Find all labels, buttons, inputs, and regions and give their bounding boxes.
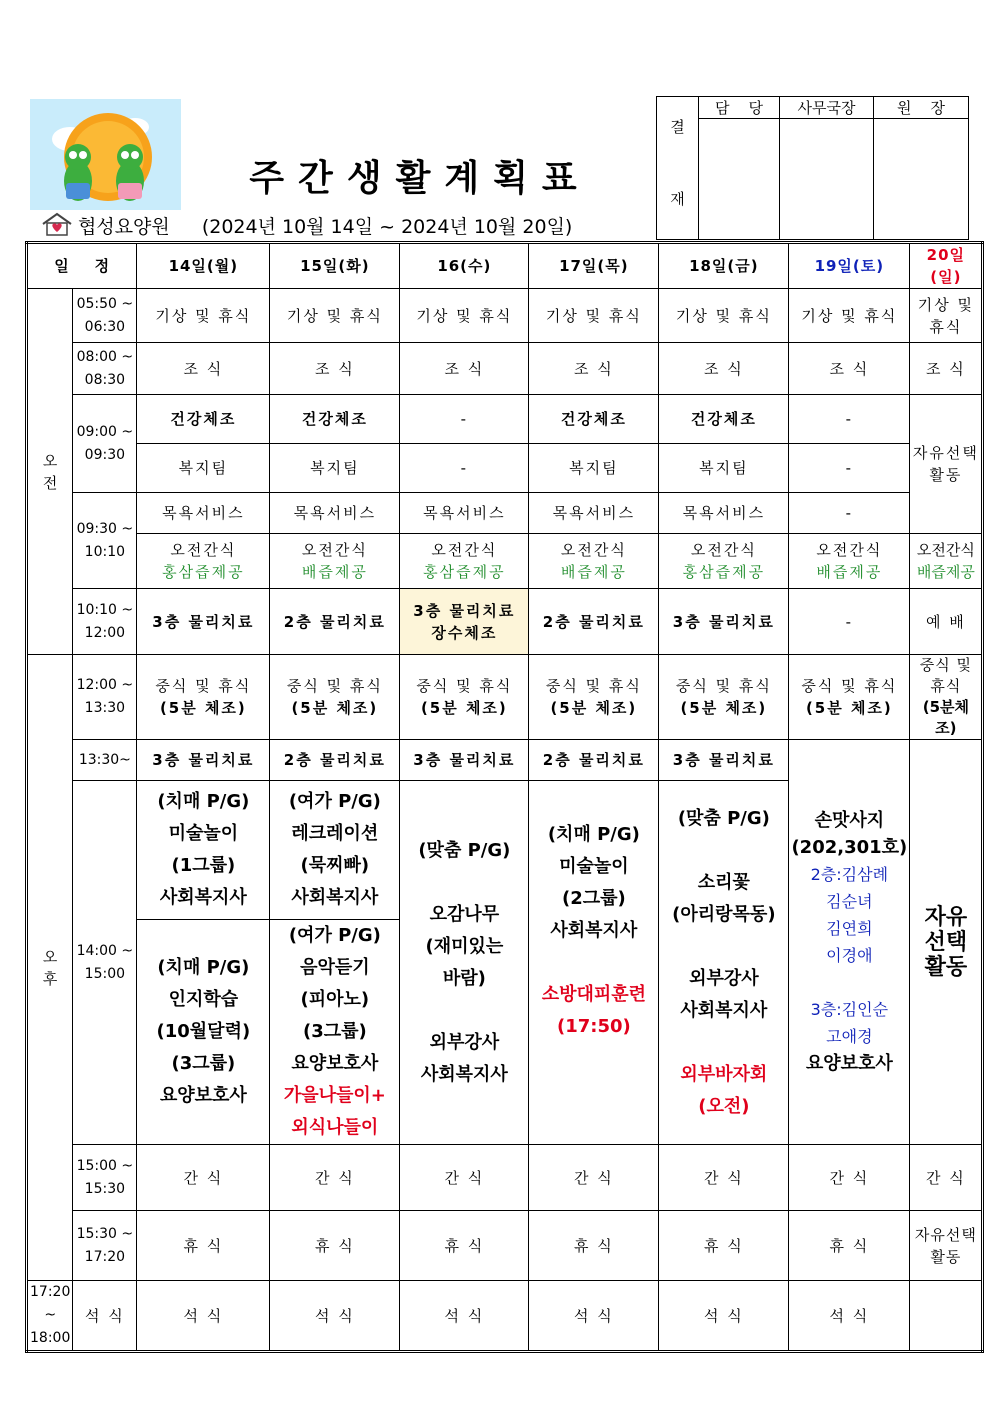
cell-breakfast: 조 식 <box>270 343 400 395</box>
cell-tue-program-b <box>270 920 400 1145</box>
approval-label <box>657 97 699 240</box>
cell-wake: 기상 및 휴식 <box>137 289 270 343</box>
program-line: (3그룹) <box>302 1021 367 1042</box>
cell-dash: - <box>789 395 910 444</box>
program-line: (아리랑목동) <box>672 903 776 925</box>
cell-wake: 기상 및 휴식 <box>400 289 529 343</box>
period: (2024년 10월 14일 ~ 2024년 10월 20일) <box>201 216 573 238</box>
cell-am-snack <box>529 534 659 589</box>
time-cell: 15:00 ~ 15:30 <box>73 1145 137 1211</box>
cell-pt: 3층 물리치료 <box>400 740 529 781</box>
am-snack-detail: 홍삼즙제공 <box>682 563 766 581</box>
cell-welfare: 복지팀 <box>137 444 270 493</box>
period-pm-label <box>30 946 70 990</box>
program-line: 외부강사 <box>429 1031 500 1053</box>
time-cell: 12:00 ~ 13:30 <box>73 655 137 740</box>
program-line: (여가 P/G) <box>288 925 381 946</box>
program-event: 소방대피훈련 <box>541 983 647 1005</box>
program-line: (피아노) <box>300 989 370 1010</box>
lunch-sub: (5분 체조) <box>291 699 379 717</box>
cell-pt: 2층 물리치료 <box>529 740 659 781</box>
program-line: 사회복지사 <box>291 887 379 908</box>
lunch-label: 중식 및 휴식 <box>286 677 383 695</box>
free-choice-line: 활동 <box>930 1247 962 1266</box>
am-snack-label: 오전간식 <box>301 541 368 559</box>
sun-free-line: 자유 <box>924 904 968 930</box>
cell-snack: 간 식 <box>910 1145 983 1211</box>
day-fri: 18일(금) <box>659 243 789 289</box>
program-line: (여가 P/G) <box>288 791 381 812</box>
cell-am-snack <box>400 534 529 589</box>
program-line: (1그룹) <box>171 855 236 876</box>
am-snack-label: 오전간식 <box>816 541 883 559</box>
cell-lunch <box>659 655 789 740</box>
day-mon: 14일(월) <box>137 243 270 289</box>
cell-dinner: 석 식 <box>789 1281 910 1352</box>
cell-dinner: 석 식 <box>659 1281 789 1352</box>
program-line: (치매 P/G) <box>547 823 640 845</box>
day-sat: 19일(토) <box>789 243 910 289</box>
cell-lunch <box>270 655 400 740</box>
approval-sign-manager[interactable] <box>699 119 780 240</box>
am-snack-detail: 홍삼즙제공 <box>162 563 245 581</box>
am-snack-detail: 배즙제공 <box>560 563 627 581</box>
am-snack-detail: 배즙제공 <box>301 563 368 581</box>
time-cell: 05:50 ~ 06:30 <box>73 289 137 343</box>
program-line: 바람) <box>442 967 486 989</box>
approval-col-head: 원 장 <box>874 97 969 119</box>
sat-name: 3층:김인순 <box>810 1000 889 1019</box>
cell-exercise: 건강체조 <box>529 395 659 444</box>
cell-thu-program <box>529 781 659 1145</box>
program-line: 인지학습 <box>168 989 239 1010</box>
col-label: 일 정 <box>27 243 137 289</box>
cell-dash: - <box>789 493 910 534</box>
cell-rest: 휴 식 <box>789 1211 910 1281</box>
program-gap <box>402 867 526 899</box>
am-snack-detail: 홍삼즙제공 <box>423 563 506 581</box>
cell-dinner: 석 식 <box>73 1281 137 1352</box>
cell-dash: - <box>400 395 529 444</box>
cell-am-snack <box>659 534 789 589</box>
lunch-label: 중식 및 휴식 <box>416 677 513 695</box>
sat-name: 이경애 <box>826 946 873 965</box>
header-row <box>27 243 983 289</box>
cell-snack: 간 식 <box>400 1145 529 1211</box>
approval-col-director: 사무국장 <box>780 97 874 119</box>
period-am <box>27 289 73 655</box>
time-cell: 15:30 ~ 17:20 <box>73 1211 137 1281</box>
cell-lunch <box>789 655 910 740</box>
cell-snack: 간 식 <box>270 1145 400 1211</box>
cell-lunch <box>137 655 270 740</box>
time-cell: 14:00 ~ 15:00 <box>73 781 137 1145</box>
program-line: (3그룹) <box>171 1053 236 1074</box>
lunch-label: 중식 및 휴식 <box>801 677 898 695</box>
program-line: (맞춤 P/G) <box>418 839 511 861</box>
cell-rest: 휴 식 <box>659 1211 789 1281</box>
program-line: (치매 P/G) <box>157 957 250 978</box>
cell-fri-program <box>659 781 789 1145</box>
cell-wake: 기상 및 휴식 <box>789 289 910 343</box>
cell-rest: 휴 식 <box>529 1211 659 1281</box>
cell-pt: 2층 물리치료 <box>270 589 400 655</box>
cell-lunch-sun <box>910 655 983 740</box>
lunch-sub: (5분 체조) <box>680 699 768 717</box>
cell-bath: 목욕서비스 <box>270 493 400 534</box>
sat-gap <box>791 969 907 996</box>
cell-pt-highlight <box>400 589 529 655</box>
cell-pt: 3층 물리치료 <box>137 740 270 781</box>
program-gap <box>531 947 656 979</box>
cell-wake-sun: 기상 및 휴식 <box>910 289 983 343</box>
cell-breakfast: 조 식 <box>659 343 789 395</box>
cell-exercise: 건강체조 <box>270 395 400 444</box>
program-line: 소리꽃 <box>697 871 750 893</box>
program-line: 미술놀이 <box>168 823 239 844</box>
program-line: 음악듣기 <box>300 957 370 978</box>
cell-free-choice <box>910 1211 983 1281</box>
program-line: (치매 P/G) <box>157 791 250 812</box>
cell-am-snack <box>789 534 910 589</box>
time-cell: 09:30 ~ 10:10 <box>73 493 137 589</box>
program-line: 사회복지사 <box>159 887 247 908</box>
free-choice-line: 자유선택 <box>914 1225 977 1244</box>
approval-sign-director[interactable] <box>780 119 874 240</box>
program-gap <box>531 1043 656 1107</box>
program-line: 사회복지사 <box>420 1063 508 1085</box>
program-gap <box>661 931 786 963</box>
period-char: 오 <box>42 947 58 966</box>
lunch-sun-line: 휴식 <box>930 677 962 695</box>
lunch-sub: (5분 체조) <box>420 699 508 717</box>
program-line: 외부강사 <box>689 967 759 989</box>
cell-breakfast: 조 식 <box>789 343 910 395</box>
program-line: (맞춤 P/G) <box>677 807 770 829</box>
program-line: 요양보호사 <box>159 1085 247 1106</box>
time-cell: 09:00 ~ 09:30 <box>73 395 137 493</box>
time-cell: 13:30~ <box>73 740 137 781</box>
program-line: (2그룹) <box>561 887 626 909</box>
cell-snack: 간 식 <box>659 1145 789 1211</box>
org-name: 협성요양원 <box>78 216 170 238</box>
am-snack-label: 오전간식 <box>170 541 237 559</box>
cell-free-choice <box>910 395 983 534</box>
program-line: 오감나무 <box>429 903 500 925</box>
approval-box <box>656 96 969 240</box>
sun-free-line: 활동 <box>924 954 968 980</box>
program-gap <box>402 995 526 1027</box>
day-wed: 16(수) <box>400 243 529 289</box>
program-line: 사회복지사 <box>550 919 638 941</box>
lunch-sub: (5분 체조) <box>159 699 247 717</box>
sat-name: 고애경 <box>826 1027 873 1046</box>
cell-dinner: 석 식 <box>529 1281 659 1352</box>
cell-mon-program-b <box>137 920 270 1145</box>
header-subline <box>40 212 572 239</box>
cell-bath: 목욕서비스 <box>529 493 659 534</box>
cell-bath: 목욕서비스 <box>137 493 270 534</box>
am-snack-label: 오전간식 <box>690 541 757 559</box>
time-cell: 08:00 ~ 08:30 <box>73 343 137 395</box>
lunch-label: 중식 및 휴식 <box>155 677 252 695</box>
cell-sun-free <box>910 740 983 1145</box>
cell-pt: 3층 물리치료 <box>137 589 270 655</box>
period-am-label <box>30 450 70 494</box>
sat-name: 김순녀 <box>826 892 873 911</box>
cell-wed-program <box>400 781 529 1145</box>
program-event: 가을나들이+ <box>283 1085 386 1106</box>
cell-breakfast: 조 식 <box>529 343 659 395</box>
time-cell: 10:10 ~ 12:00 <box>73 589 137 655</box>
cell-lunch <box>529 655 659 740</box>
program-line: 요양보호사 <box>291 1053 379 1074</box>
cell-snack: 간 식 <box>529 1145 659 1211</box>
cell-wake: 기상 및 휴식 <box>270 289 400 343</box>
cell-wake: 기상 및 휴식 <box>529 289 659 343</box>
am-snack-label: 오전간식 <box>431 541 498 559</box>
cell-breakfast: 조 식 <box>910 343 983 395</box>
period-pm <box>27 655 73 1281</box>
cell-welfare: 복지팀 <box>529 444 659 493</box>
cell-am-snack <box>137 534 270 589</box>
program-gap <box>661 835 786 867</box>
cell-bath: 목욕서비스 <box>659 493 789 534</box>
cell-breakfast: 조 식 <box>137 343 270 395</box>
am-snack-label: 오전간식 <box>916 541 975 559</box>
program-event: 외부바자회 <box>680 1063 768 1085</box>
cell-am-snack <box>910 534 983 589</box>
cell-bath: 목욕서비스 <box>400 493 529 534</box>
cell-pt: 2층 물리치료 <box>270 740 400 781</box>
cell-welfare: 복지팀 <box>270 444 400 493</box>
cell-dinner: 석 식 <box>400 1281 529 1352</box>
day-sun: 20일(일) <box>910 243 983 289</box>
am-snack-detail: 배즙제공 <box>816 563 883 581</box>
cell-dash: - <box>789 589 910 655</box>
lunch-label: 중식 및 휴식 <box>545 677 642 695</box>
cell-rest: 휴 식 <box>270 1211 400 1281</box>
cell-rest: 휴 식 <box>137 1211 270 1281</box>
cell-pt: 2층 물리치료 <box>529 589 659 655</box>
time-cell: 17:20 ~ 18:00 <box>27 1281 73 1352</box>
logo-image <box>30 99 181 210</box>
cell-pt: 3층 물리치료 <box>659 589 789 655</box>
period-char: 전 <box>42 473 58 492</box>
cell-dinner: 석 식 <box>137 1281 270 1352</box>
lunch-sub: (5분 체조) <box>805 699 893 717</box>
day-thu: 17일(목) <box>529 243 659 289</box>
am-snack-label: 오전간식 <box>560 541 627 559</box>
sat-line: 손맛사지 <box>814 810 885 831</box>
program-line: 레크레이션 <box>291 823 379 844</box>
free-choice-line: 활동 <box>929 466 963 484</box>
cell-worship: 예 배 <box>910 589 983 655</box>
cell-snack: 간 식 <box>789 1145 910 1211</box>
longevity-line: 장수체조 <box>431 623 498 642</box>
lunch-sun-line: (5분체조) <box>922 698 969 737</box>
cell-breakfast: 조 식 <box>400 343 529 395</box>
cell-exercise: 건강체조 <box>137 395 270 444</box>
lunch-sub: (5분 체조) <box>550 699 638 717</box>
program-event: (17:50) <box>556 1015 631 1037</box>
program-line: (묵찌빠) <box>300 855 370 876</box>
am-snack-detail: 배즙제공 <box>916 563 975 581</box>
sun-free-line: 선택 <box>924 929 968 955</box>
cell-dash: - <box>400 444 529 493</box>
cell-mon-program-a <box>137 781 270 920</box>
lunch-label: 중식 및 휴식 <box>675 677 772 695</box>
approval-col-manager: 담 당 <box>699 97 780 119</box>
lunch-sun-line: 중식 및 <box>919 656 972 674</box>
cell-dinner: 석 식 <box>270 1281 400 1352</box>
sat-name: 2층:김삼례 <box>810 865 889 884</box>
cell-pt: 3층 물리치료 <box>659 740 789 781</box>
cell-rest: 휴 식 <box>400 1211 529 1281</box>
pt-line: 3층 물리치료 <box>413 601 516 620</box>
cell-tue-program-a <box>270 781 400 920</box>
cell-welfare: 복지팀 <box>659 444 789 493</box>
approval-sign-head[interactable] <box>874 119 969 240</box>
program-gap <box>661 1027 786 1059</box>
program-line: 사회복지사 <box>680 999 768 1021</box>
cell-sat-massage <box>789 740 910 1145</box>
approval-label-top: 결 <box>670 118 685 136</box>
program-event: (오전) <box>698 1095 750 1117</box>
program-line: 미술놀이 <box>559 855 629 877</box>
approval-label-bottom: 재 <box>670 190 685 208</box>
schedule-table <box>25 241 984 1353</box>
cell-snack: 간 식 <box>137 1145 270 1211</box>
cell-wake: 기상 및 휴식 <box>659 289 789 343</box>
period-char: 후 <box>42 969 58 988</box>
sat-name: 김연희 <box>826 919 873 938</box>
free-choice-line: 자유선택 <box>912 444 979 462</box>
program-line: (10월달력) <box>156 1021 251 1042</box>
period-char: 오 <box>42 451 58 470</box>
sat-line: (202,301호) <box>791 837 908 858</box>
program-event: 외식나들이 <box>291 1117 379 1138</box>
cell-lunch <box>400 655 529 740</box>
sat-line: 요양보호사 <box>805 1053 893 1074</box>
cell-exercise: 건강체조 <box>659 395 789 444</box>
page-title: 주간생활계획표 <box>249 158 591 199</box>
cell-am-snack <box>270 534 400 589</box>
program-line: (재미있는 <box>425 935 504 957</box>
day-tue: 15일(화) <box>270 243 400 289</box>
cell-dash: - <box>789 444 910 493</box>
